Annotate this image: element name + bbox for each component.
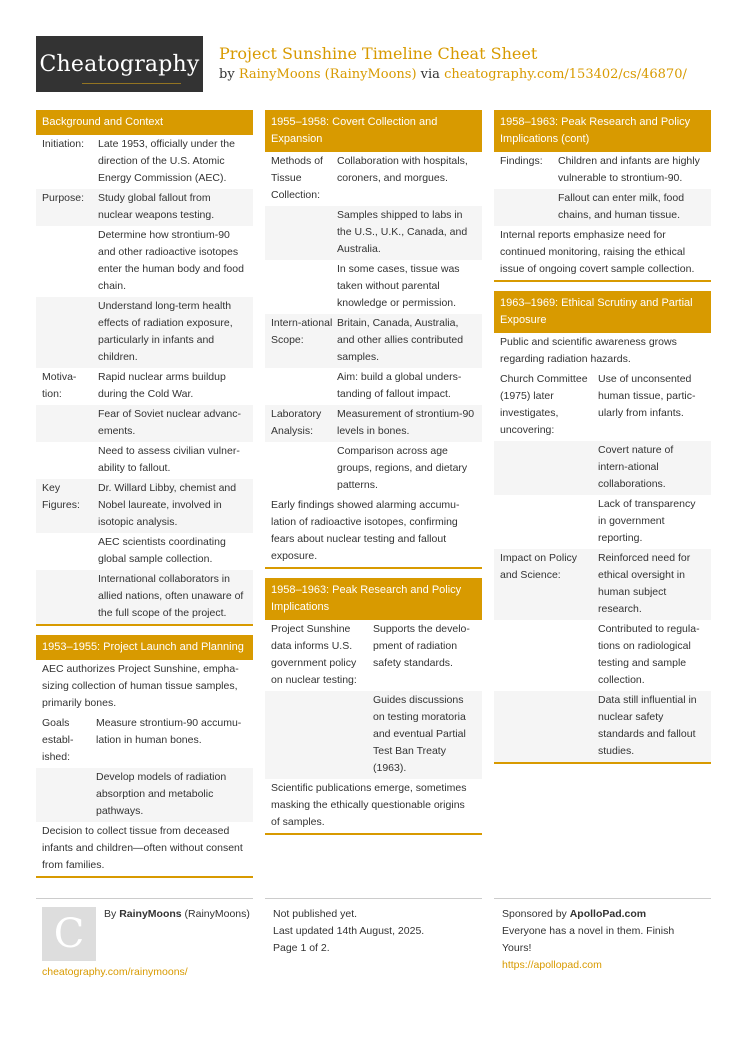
section-title: Background and Context bbox=[36, 110, 253, 135]
row-value: International collaborators in allied nations, often unaware of the full scope of the project. bbox=[98, 573, 244, 619]
section-intro: Public and scientific awareness grows regarding radiation hazards. bbox=[500, 336, 677, 365]
row-value: Need to assess civilian vulner-ability to fallout. bbox=[98, 445, 240, 474]
section-rows bbox=[36, 135, 253, 624]
section-covert bbox=[265, 110, 482, 569]
section-rows bbox=[265, 152, 482, 496]
row-value: Study global fallout from nuclear weapons testing. bbox=[98, 192, 215, 221]
row-value: Samples shipped to labs in the U.S., U.K., Canada, and Australia. bbox=[337, 209, 468, 255]
section-outro: Decision to collect tissue from deceased infants and children—often without consent from families. bbox=[42, 825, 243, 871]
footer-sponsor-tagline: Everyone has a novel in them. Finish Yours! bbox=[502, 925, 675, 954]
table-row bbox=[265, 405, 482, 442]
table-row bbox=[36, 368, 253, 405]
row-value: Comparison across age groups, regions, and dietary patterns. bbox=[337, 445, 468, 491]
table-row bbox=[36, 405, 253, 442]
column-1 bbox=[36, 110, 253, 887]
table-row bbox=[36, 442, 253, 479]
section-title: 1953–1955: Project Launch and Planning bbox=[36, 635, 253, 660]
row-label bbox=[36, 442, 94, 479]
section-background bbox=[36, 110, 253, 626]
table-row bbox=[494, 691, 711, 762]
row-label bbox=[265, 368, 333, 405]
row-label bbox=[265, 442, 333, 496]
row-label: Motiva-tion: bbox=[42, 371, 77, 400]
row-value: In some cases, tissue was taken without parental knowledge or permission. bbox=[337, 263, 460, 309]
row-value: Supports the develo-pment of radiation safety standards. bbox=[373, 623, 470, 669]
row-label bbox=[36, 570, 94, 624]
row-label bbox=[494, 495, 594, 549]
row-value: Aim: build a global unders-tanding of fallout impact. bbox=[337, 371, 462, 400]
row-label bbox=[36, 226, 94, 297]
row-label bbox=[494, 441, 594, 495]
row-label bbox=[494, 189, 554, 226]
row-value: Measure strontium-90 accumu-lation in human bones. bbox=[96, 717, 242, 746]
footer-divider bbox=[36, 898, 253, 899]
row-label: Intern-ational Scope: bbox=[271, 317, 333, 346]
row-label bbox=[494, 620, 594, 691]
section-rows bbox=[494, 370, 711, 762]
table-row bbox=[265, 206, 482, 260]
row-label bbox=[36, 405, 94, 442]
table-row bbox=[494, 620, 711, 691]
footer-published: Not published yet. bbox=[273, 908, 358, 920]
logo-underline bbox=[82, 83, 181, 84]
table-row bbox=[36, 533, 253, 570]
table-row bbox=[265, 368, 482, 405]
section-rows bbox=[36, 714, 253, 822]
cheatography-logo[interactable] bbox=[36, 36, 203, 92]
footer-author bbox=[104, 906, 250, 923]
section-launch bbox=[36, 635, 253, 878]
section-ethics bbox=[494, 291, 711, 764]
row-label: Key Figures: bbox=[42, 482, 80, 511]
footer-divider bbox=[494, 898, 711, 899]
section-outro: Scientific publications emerge, sometimes masking the ethically questionable origins of samples. bbox=[271, 782, 467, 828]
section-peak-cont bbox=[494, 110, 711, 282]
row-value: Lack of transparency in government reporting. bbox=[598, 498, 696, 544]
footer-page: Page 1 of 2. bbox=[273, 942, 330, 954]
row-label bbox=[494, 691, 594, 762]
author-avatar[interactable] bbox=[42, 907, 96, 961]
section-peak bbox=[265, 578, 482, 835]
row-value: Determine how strontium-90 and other radioactive isotopes enter the human body and food chain. bbox=[98, 229, 244, 292]
table-row bbox=[265, 620, 482, 691]
row-value: Fear of Soviet nuclear advanc-ements. bbox=[98, 408, 241, 437]
row-label: Goals establ-ished: bbox=[42, 717, 74, 763]
row-value: Dr. Willard Libby, chemist and Nobel laureate, involved in isotopic analysis. bbox=[98, 482, 237, 528]
table-row bbox=[494, 441, 711, 495]
avatar-letter: C bbox=[53, 911, 85, 957]
row-label: Impact on Policy and Science: bbox=[500, 552, 578, 581]
row-value: Rapid nuclear arms buildup during the Cold War. bbox=[98, 371, 226, 400]
footer-divider bbox=[265, 898, 482, 899]
row-label bbox=[36, 297, 94, 368]
section-outro: Early findings showed alarming accumu-lation of radioactive isotopes, confirming fears about nuclear testing and fallout exposure. bbox=[271, 499, 460, 562]
row-value: Children and infants are highly vulnerable to strontium-90. bbox=[558, 155, 700, 184]
section-title: 1958–1963: Peak Research and Policy Implications (cont) bbox=[494, 110, 711, 152]
table-row bbox=[265, 442, 482, 496]
page-title: Project Sunshine Timeline Cheat Sheet bbox=[219, 44, 538, 63]
row-label bbox=[265, 206, 333, 260]
footer-sponsored-by: Sponsored by bbox=[502, 908, 567, 920]
section-intro: AEC authorizes Project Sunshine, empha-sizing collection of human tissue samples, primarily bones. bbox=[42, 663, 239, 709]
section-rows bbox=[494, 152, 711, 226]
row-value: Understand long-term health effects of radiation exposure, particularly in infants and children. bbox=[98, 300, 233, 363]
section-title: 1958–1963: Peak Research and Policy Implications bbox=[265, 578, 482, 620]
row-value: Late 1953, officially under the direction of the U.S. Atomic Energy Commission (AEC). bbox=[98, 138, 235, 184]
footer-sponsor bbox=[502, 906, 646, 923]
column-3 bbox=[494, 110, 711, 773]
column-2 bbox=[265, 110, 482, 844]
row-value: Britain, Canada, Australia, and other allies contributed samples. bbox=[337, 317, 464, 363]
table-row bbox=[494, 189, 711, 226]
table-row bbox=[265, 314, 482, 368]
footer-author-name[interactable]: RainyMoons bbox=[119, 908, 182, 920]
row-label bbox=[36, 768, 92, 822]
row-value: Use of unconsented human tissue, partic-ularly from infants. bbox=[598, 373, 696, 419]
footer-author-url[interactable]: cheatography.com/rainymoons/ bbox=[42, 966, 188, 978]
row-label: Initiation: bbox=[42, 138, 85, 150]
section-rows bbox=[265, 620, 482, 779]
row-label: Laboratory Analysis: bbox=[271, 408, 322, 437]
logo-text: Cheatography bbox=[39, 51, 200, 77]
table-row bbox=[494, 370, 711, 441]
table-row bbox=[36, 135, 253, 189]
table-row bbox=[36, 297, 253, 368]
row-label: Project Sunshine data informs U.S. government policy on nuclear testing: bbox=[271, 623, 357, 686]
table-row bbox=[36, 479, 253, 533]
table-row bbox=[265, 152, 482, 206]
row-label bbox=[265, 691, 369, 779]
row-value: Guides discussions on testing moratoria and eventual Partial Test Ban Treaty (1963). bbox=[373, 694, 466, 774]
table-row bbox=[265, 260, 482, 314]
table-row bbox=[36, 189, 253, 226]
footer-sponsor-url[interactable]: https://apollopad.com bbox=[502, 959, 602, 971]
row-value: Contributed to regula-tions on radiological testing and sample collection. bbox=[598, 623, 700, 686]
sheet-url-link[interactable]: cheatography.com/153402/cs/46870/ bbox=[444, 67, 687, 82]
row-label: Methods of Tissue Collection: bbox=[271, 155, 323, 201]
table-row bbox=[36, 714, 253, 768]
table-row bbox=[265, 691, 482, 779]
footer-author-handle: (RainyMoons) bbox=[184, 908, 250, 920]
row-value: Covert nature of intern-ational collaborations. bbox=[598, 444, 674, 490]
byline-by: by bbox=[219, 67, 235, 82]
footer-updated: Last updated 14th August, 2025. bbox=[273, 925, 425, 937]
row-value: Fallout can enter milk, food chains, and human tissue. bbox=[558, 192, 685, 221]
row-value: Collaboration with hospitals, coroners, and morgues. bbox=[337, 155, 468, 184]
table-row bbox=[36, 570, 253, 624]
table-row bbox=[494, 495, 711, 549]
row-label bbox=[36, 533, 94, 570]
table-row bbox=[494, 549, 711, 620]
row-value: Data still influential in nuclear safety standards and fallout studies. bbox=[598, 694, 697, 757]
row-value: AEC scientists coordinating global sample collection. bbox=[98, 536, 226, 565]
table-row bbox=[494, 152, 711, 189]
footer-sponsor-name[interactable]: ApolloPad.com bbox=[569, 908, 647, 920]
author-link[interactable]: RainyMoons (RainyMoons) bbox=[238, 67, 417, 82]
row-value: Develop models of radiation absorption and metabolic pathways. bbox=[96, 771, 227, 817]
section-title: 1955–1958: Covert Collection and Expansion bbox=[265, 110, 482, 152]
row-label bbox=[265, 260, 333, 314]
byline-via: via bbox=[420, 67, 440, 82]
table-row bbox=[36, 768, 253, 822]
row-label: Purpose: bbox=[42, 192, 85, 204]
row-label: Findings: bbox=[500, 155, 543, 167]
byline bbox=[219, 67, 687, 82]
row-value: Measurement of strontium-90 levels in bones. bbox=[337, 408, 475, 437]
section-outro: Internal reports emphasize need for continued monitoring, raising the ethical issue of ongoing covert sample collection. bbox=[500, 229, 695, 275]
row-label: Church Committee (1975) later investigates, uncovering: bbox=[500, 373, 588, 436]
row-value: Reinforced need for ethical oversight in human subject research. bbox=[598, 552, 691, 615]
footer-by: By bbox=[104, 908, 117, 920]
table-row bbox=[36, 226, 253, 297]
section-title: 1963–1969: Ethical Scrutiny and Partial Exposure bbox=[494, 291, 711, 333]
